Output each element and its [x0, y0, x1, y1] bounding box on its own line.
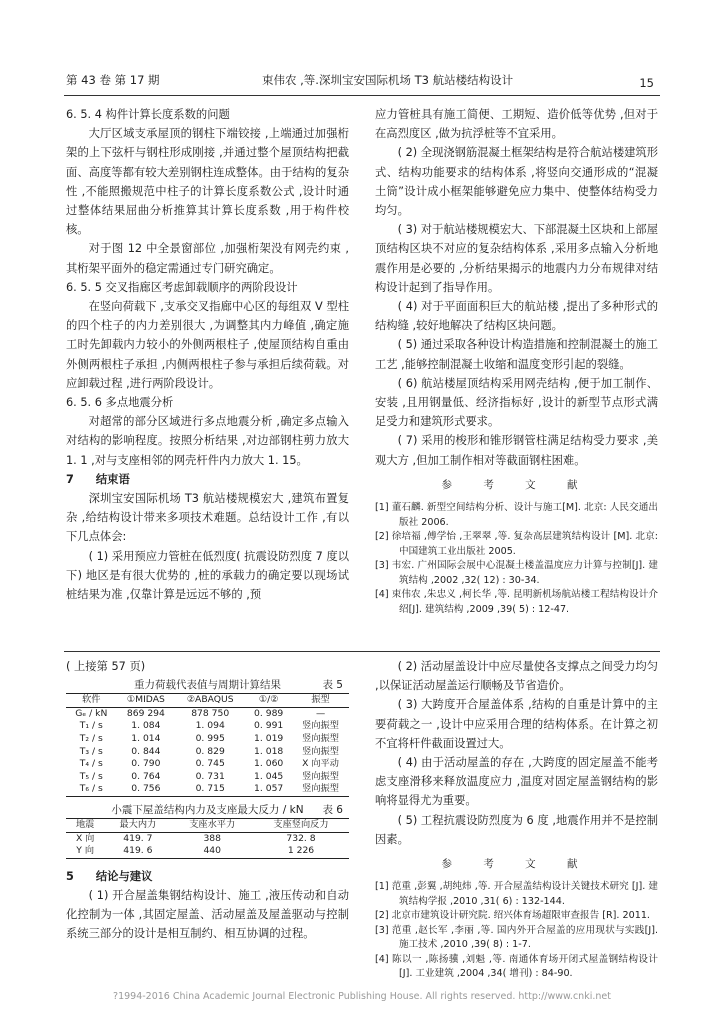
table-cell: T₃ / s — [79, 745, 103, 757]
table-cell: 440 — [171, 845, 253, 858]
paragraph: ( 5) 通过采取各种设计构造措施和控制混凝土的施工工艺 ,能够控制混凝土收缩和温度变形引起的裂缝。 — [375, 338, 659, 371]
table-cell: 0. 745 — [195, 758, 225, 770]
table-cell: 869 294 — [126, 707, 165, 719]
paragraph: ( 3) 对于航站楼规模宏大、下部混凝土区块和上部屋顶结构区块不对应的复杂结构体系 ,采用多点输入分析地震作用是必要的 ,分析结果揭示的地震内力分布规律对结构设计起到了指导作用。 — [375, 223, 659, 294]
section-heading — [66, 867, 349, 886]
table-cell: 878 750 — [191, 707, 230, 719]
table-cell: 388 — [203, 832, 221, 844]
table6 — [66, 818, 349, 859]
table-header-cell: ②ABAQUS — [175, 694, 245, 708]
table5 — [66, 693, 349, 797]
copyright-footer: ?1994-2016 China Academic Journal Electronic Publishing House. All rights reserved. http://www.cnki.net — [113, 991, 611, 1002]
table5-caption — [66, 676, 349, 693]
table-cell: X 向 — [75, 832, 95, 844]
table-header-cell: 支座竖向反力 — [253, 818, 349, 832]
table-row — [66, 746, 349, 759]
article-running-title: 束伟农 ,等.深圳宝安国际机场 T3 航站楼结构设计 — [262, 73, 514, 87]
reference-item: [3] 范重 ,赵长军 ,李丽 ,等. 国内外开合屋盖的应用现状与实践[J]. 施工技术 ,2010 ,39( 8) : 1-7. — [375, 924, 658, 951]
paragraph: 对超常的部分区域进行多点地震分析 ,确定多点输入对结构的影响程度。按照分析结果 ,对边部钢柱剪力放大 1. 1 ,对与支座相邻的网壳杆件内力放大 1. 15。 — [66, 415, 349, 467]
table-cell: 1. 018 — [254, 745, 284, 757]
paragraph: ( 4) 对于平面面积巨大的航站楼 ,提出了多种形式的结构缝 ,较好地解决了结构区块问题。 — [375, 300, 658, 333]
reference-item: [1] 范重 ,彭翼 ,胡纯炜 ,等. 开合屋盖结构设计关键技术研究 [J]. 建筑结构学报 ,2010 ,31( 6) : 132-144. — [375, 881, 658, 907]
table-cell: Gₑ / kN — [75, 707, 108, 719]
table-row — [66, 783, 349, 796]
table-cell: T₅ / s — [79, 770, 103, 782]
table-cell: 1. 060 — [254, 758, 284, 770]
table-cell: 0. 991 — [254, 720, 284, 732]
table-cell: 419. 7 — [123, 832, 153, 844]
paragraph: ( 6) 航站楼屋顶结构采用网壳结构 ,便于加工制作、安装 ,且用钢量低、经济指标好 ,设计的新型节点形式满足受力和建筑形式要求。 — [375, 376, 658, 429]
table-cell: 0. 756 — [117, 783, 175, 796]
table-cell: 竖向振型 — [302, 732, 339, 744]
table-cell: 1. 084 — [131, 720, 161, 732]
table-header-row — [66, 818, 349, 832]
table-row — [66, 758, 349, 771]
table5-title: 重力荷载代表值与周期计算结果 — [134, 679, 281, 692]
table6-title: 小震下屋盖结构内力及支座最大反力 / kN — [111, 803, 304, 816]
reference-item: [3] 韦宏. 广州国际会展中心混凝土楼盖温度应力计算与控制[J]. 建筑结构 ,2002 ,32( 12) : 30-34. — [375, 560, 658, 586]
top-left-column — [66, 105, 349, 604]
table-row — [66, 707, 349, 720]
table-cell: 0. 764 — [131, 770, 161, 782]
table-cell: X 向平动 — [302, 758, 339, 770]
table-cell: T₄ / s — [79, 758, 103, 770]
section-heading: 6. 5. 6 多点地震分析 — [66, 396, 174, 410]
table-cell: 732. 8 — [286, 832, 316, 844]
section-title: 结论与建议 — [95, 869, 153, 883]
references-heading: 参 考 文 献 — [441, 478, 592, 491]
section-heading: 6. 5. 4 构件计算长度系数的问题 — [66, 108, 230, 121]
table-row — [66, 733, 349, 746]
paragraph: ( 1) 采用预应力管桩在低烈度( 抗震设防烈度 7 度以下) 地区是有很大优势的 ,桩的承载力的确定要以现场试桩结果为准 ,仅靠计算是远远不够的 ,预 — [66, 549, 349, 602]
paragraph: ( 2) 全现浇钢筋混凝土框架结构是符合航站楼建筑形式、结构功能要求的结构体系 ,将竖向交通形成的“混凝土筒”设计成小框架能够避免应力集中、使整体结构受力均匀。 — [375, 146, 659, 218]
paragraph: 大厅区域支承屋顶的钢柱下端铰接 ,上端通过加强桁架的上下弦杆与钢柱形成刚接 ,并通过整个屋顶结构把截面、高度等都有较大差别钢柱连成整体。由于结构的复杂性 ,不能照搬规范中柱子的计算长度系数公式 ,设计时通过整体结果屈曲分析推算其计算长度系数 ,用于构件校核。 — [66, 127, 349, 237]
table-cell: T₆ / s — [66, 783, 117, 796]
table-cell: 1. 045 — [254, 770, 284, 782]
table-row — [66, 771, 349, 784]
paragraph: ( 2) 活动屋盖设计中应尽量使各支撑点之间受力均匀 ,以保证活动屋盖运行顺畅及节省造价。 — [375, 660, 659, 693]
header-rule — [64, 95, 660, 96]
reference-item: [4] 束伟农 ,朱忠义 ,柯长华 ,等. 昆明新机场航站楼工程结构设计介绍[J]. 建筑结构 ,2009 ,39( 5) : 12-47. — [375, 589, 658, 615]
table-header-cell: 软件 — [66, 694, 117, 708]
bottom-left-column — [66, 657, 349, 944]
table-header-cell: ①/② — [245, 694, 292, 708]
section-title: 结束语 — [95, 472, 130, 486]
table-cell: 0. 829 — [195, 745, 225, 757]
table-cell: 0. 844 — [131, 745, 161, 757]
paragraph: ( 4) 由于活动屋盖的存在 ,大跨度的固定屋盖不能考虑支座滑移来释放温度应力 ,温度对固定屋盖钢结构的影响将显得尤为重要。 — [375, 756, 658, 808]
table-cell: 1. 057 — [245, 783, 292, 796]
paragraph: ( 7) 采用的梭形和锥形钢管柱满足结构受力要求 ,美观大方 ,但加工制作相对等截面钢柱困难。 — [375, 434, 658, 467]
reference-item: [4] 陈以一 ,陈扬骥 ,刘魁 ,等. 南通体育场开闭式屋盖钢结构设计[J]. 工业建筑 ,2004 ,34( 增刊) : 84-90. — [375, 953, 658, 980]
table-cell: 竖向振型 — [292, 783, 349, 796]
table-cell: 竖向振型 — [302, 770, 339, 782]
table-cell: — — [315, 707, 326, 719]
table-cell: 1 226 — [253, 845, 349, 858]
paragraph: ( 1) 开合屋盖集钢结构设计、施工 ,液压传动和自动化控制为一体 ,其固定屋盖、活动屋盖及屋盖驱动与控制系统三部分的设计是相互制约、相互协调的过程。 — [66, 888, 349, 941]
table-cell: 0. 989 — [254, 707, 284, 719]
table-header-cell: 地震 — [66, 818, 104, 832]
references-heading: 参 考 文 献 — [441, 858, 592, 871]
table-row — [66, 832, 349, 845]
table-cell: 1. 094 — [195, 720, 225, 732]
reference-item: [1] 董石麟. 新型空间结构分析、设计与施工[M]. 北京: 人民交通出版社 2006. — [375, 502, 658, 528]
section-heading — [66, 470, 349, 489]
table-cell: 竖向振型 — [302, 745, 339, 757]
table-cell: 419. 6 — [104, 845, 171, 858]
running-header — [40, 70, 684, 90]
top-right-column — [375, 105, 658, 617]
section-number: 5 — [66, 869, 74, 883]
table-cell: 0. 715 — [175, 783, 245, 796]
table-header-cell: 支座水平力 — [171, 818, 253, 832]
table-header-row — [66, 694, 349, 708]
paragraph: 应力管桩具有施工简便、工期短、造价低等优势 ,但对于在高烈度区 ,做为抗浮桩等不宜采用。 — [375, 108, 658, 141]
table-cell: 1. 014 — [131, 732, 161, 744]
table-header-cell: 振型 — [292, 694, 349, 708]
table-cell: T₁ / s — [79, 720, 103, 732]
table6-number: 表 6 — [322, 803, 343, 816]
table-cell: T₂ / s — [79, 732, 103, 744]
continued-from-note: ( 上接第 57 页) — [66, 660, 146, 673]
paragraph: ( 5) 工程抗震设防烈度为 6 度 ,地震作用并不是控制因素。 — [375, 813, 658, 846]
table-cell: 0. 731 — [195, 770, 225, 782]
paragraph: ( 3) 大跨度开合屋盖体系 ,结构的自重是计算中的主要荷载之一 ,设计中应采用合理的结构体系。在计算之初不宜将杆件截面设置过大。 — [375, 698, 658, 750]
table6-caption — [66, 801, 349, 818]
table-cell: 竖向振型 — [302, 720, 339, 732]
table-row — [66, 845, 349, 858]
table-row — [66, 720, 349, 733]
paragraph: 对于图 12 中全景窗部位 ,加强桁架没有网壳约束 ,其桁架平面外的稳定需通过专门研究确定。 — [66, 242, 349, 275]
table5-number: 表 5 — [322, 679, 343, 692]
page-number: 15 — [639, 76, 654, 90]
table-cell: 1. 019 — [254, 732, 284, 744]
table-cell: Y 向 — [66, 845, 104, 858]
journal-volume-issue: 第 43 卷 第 17 期 — [66, 73, 160, 87]
reference-item: [2] 北京市建筑设计研究院. 绍兴体育场超限审查报告 [R]. 2011. — [375, 910, 650, 922]
section-heading: 6. 5. 5 交叉指廊区考虑卸载顺序的两阶段设计 — [66, 280, 298, 294]
table-cell: 0. 790 — [131, 758, 161, 770]
paragraph: 在竖向荷载下 ,支承交叉指廊中心区的每组双 V 型柱的四个柱子的内力差别很大 ,为调整其内力峰值 ,确定施工时先卸载内力较小的外侧两根柱子 ,使屋顶结构自重由外侧两根柱子承担 ,内侧两根柱子参与承担后续荷载。对应卸载过程 ,进行两阶段设计。 — [66, 300, 349, 390]
bottom-right-column — [375, 657, 658, 982]
paragraph: 深圳宝安国际机场 T3 航站楼规模宏大 ,建筑布置复杂 ,给结构设计带来多项技术难题。总结设计工作 ,有以下几点体会: — [66, 492, 349, 544]
section-separator — [64, 651, 660, 652]
table-header-cell: ①MIDAS — [117, 694, 175, 708]
reference-item: [2] 徐培福 ,傅学怡 ,王翠翠 ,等. 复杂高层建筑结构设计 [M]. 北京: 中国建筑工业出版社 2005. — [375, 531, 658, 557]
section-number: 7 — [66, 472, 74, 486]
table-header-cell: 最大内力 — [104, 818, 171, 832]
table-cell: 0. 995 — [195, 732, 225, 744]
